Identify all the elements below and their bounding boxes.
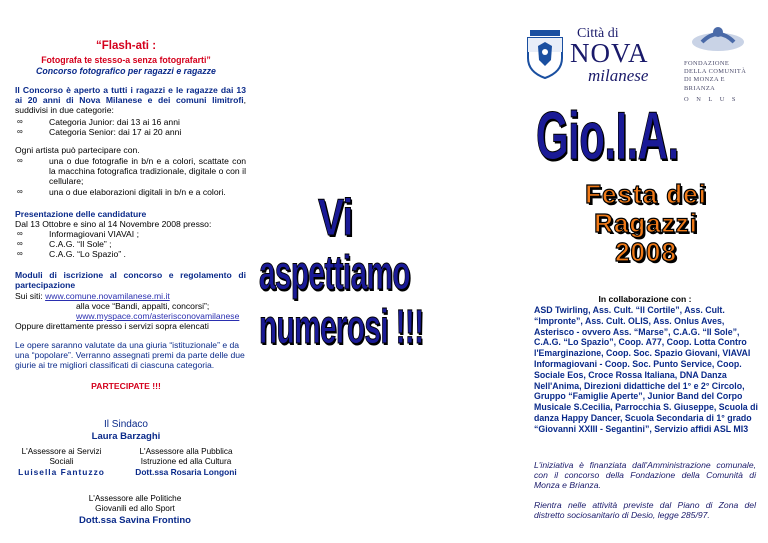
piano-note: Rientra nelle attività previste dal Piano di Zona del distretto sociosanitario di Desio, legge 285/97. (534, 500, 756, 521)
intro-paragraph (15, 85, 246, 116)
list-item: ∞ una o due fotografie in b/n e a colori, scattate con la macchina fotografica tradizionale, digitale o con il cellulare; (17, 156, 246, 187)
fondazione-text (684, 60, 754, 104)
list-item: ∞ C.A.G. “Lo Spazio” . (17, 249, 126, 260)
festa-line-2: Ragazzi (594, 208, 698, 238)
intro-bold: Il Concorso è aperto a tutti i ragazzi e le ragazze dai 13 ai 20 anni di Nova Milanese e dei comuni limitrofi (15, 85, 246, 106)
assessore-istruzione-label: L'Assessore alla Pubblica Istruzione ed alla Cultura (139, 447, 233, 466)
assessore-servizi-name: Luisella Fantuzzo (18, 467, 105, 477)
infinity-bullet-icon: ∞ (17, 127, 23, 137)
assessore-giovani-label: L'Assessore alle Politiche Giovanili ed allo Sport (88, 494, 182, 513)
assessore-istruzione-name: Dott.ssa Rosaria Longoni (135, 467, 237, 477)
infinity-bullet-icon: ∞ (17, 249, 23, 259)
fondazione-line-1: FONDAZIONE (684, 60, 730, 67)
ogni-label: Ogni artista può partecipare con. (15, 145, 140, 155)
sites-line (15, 291, 250, 301)
headline-aspettiamo: aspettiamo (259, 247, 410, 300)
list-item: ∞ Informagiovani VIAVAI ; (17, 229, 139, 239)
fondazione-line-4: O N L U S (684, 95, 739, 103)
city-nova: NOVA (570, 38, 649, 68)
festa-line-3: 2008 (615, 237, 677, 267)
headline-vi: Vi (318, 189, 353, 247)
contest-subtitle-2: Concorso fotografico per ragazzi e ragazze (36, 66, 216, 76)
jury-text: Le opere saranno valutate da una giuria “istituzionale” e da una “popolare”. Verranno assegnati premi da parte delle due giurie ai tre migliori classificati di ciascuna categoria. (15, 340, 245, 371)
contest-title: “Flash-ati : (95, 40, 157, 52)
partecipate-text: PARTECIPATE !!! (91, 381, 161, 391)
fondazione-line-2: DELLA COMUNITÀ (684, 68, 747, 76)
assessore-giovani-name: Dott.ssa Savina Frontino (79, 515, 191, 526)
list-item: ∞ Categoria Senior: dai 17 ai 20 anni (17, 127, 182, 138)
places-list (15, 229, 246, 260)
headline-numerosi: numerosi !!! (259, 301, 424, 354)
fondazione-line-3: DI MONZA E BRIANZA (684, 76, 725, 92)
site-link-myspace-wrap (76, 311, 251, 321)
festa-line-1: Festa dei (585, 179, 707, 209)
gioia-title: Gio.I.A. (536, 98, 679, 174)
infinity-bullet-icon: ∞ (17, 156, 23, 165)
city-milanese: milanese (588, 66, 649, 85)
infinity-bullet-icon: ∞ (17, 117, 23, 126)
list-item: ∞ una o due elaborazioni digitali in b/n e a colori. (17, 186, 226, 197)
moduli-title: Moduli di iscrizione al concorso e regolamento di partecipazione (15, 270, 246, 291)
nova-coat-of-arms-logo (524, 28, 566, 80)
finance-note: L'iniziativa è finanziata dall'Amministrazione comunale, con il concorso della Fondazione della Comunità di Monza e Brianza. (534, 460, 756, 491)
infinity-bullet-icon: ∞ (17, 239, 23, 249)
site-link-myspace[interactable]: www.myspace.com/asterisconovamilanese (76, 311, 240, 321)
sindaco-label: Il Sindaco (104, 419, 148, 430)
fondazione-logo-icon (688, 22, 748, 58)
infinity-bullet-icon: ∞ (17, 229, 23, 238)
site-note: alla voce “Bandi, appalti, concorsi”; (76, 301, 210, 311)
intro-rest: , suddivisi in due categorie: (15, 95, 246, 116)
presentation-title: Presentazione delle candidature (15, 209, 147, 219)
list-item: ∞ C.A.G. “Il Sole” ; (17, 239, 112, 250)
city-label: Città di (577, 26, 619, 41)
collab-text: ASD Twirling, Ass. Cult. “Il Cortile”, Ass. Cult. “Impronte”, Ass. Cult. OLIS, Ass. Onlus Aves, Asterisco - ovvero Ass. “Marse”, C.A.G. “Il Sole”, C.A.G. “Lo Spazio”, Coop. A77, Coop. Lotta Contro l'Emarginazione, Coop. Soc. Spazio Giovani, VIAVAI Informagiovani - Coop. Soc. Punto Service, Coop. Sociale Eos, Croce Rossa Italiana, DNA Danza Nell'Anima, Direzioni didattiche del 1° e 2° Circolo, Gruppo “Famiglie Aperte”, Junior Band del Corpo Musicale S.Cecilia, Parrocchia S. Giuseppe, Scuola di danza Happy Dancer, Scuola Secondaria di 1° grado “Giovanni XXIII - Segantini”, Servizio affidi ASL MI3 (534, 305, 758, 434)
presentation-text: Dal 13 Ottobre e sino al 14 Novembre 2008 presso: (15, 219, 212, 229)
assessore-servizi-label: L'Assessore ai Servizi Sociali (21, 447, 102, 466)
options-list (15, 156, 246, 197)
sites-label: Sui siti: (15, 291, 46, 301)
sindaco-name: Laura Barzaghi (91, 431, 161, 442)
infinity-bullet-icon: ∞ (17, 186, 23, 196)
oppure-text: Oppure direttamente presso i servizi sopra elencati (15, 321, 209, 331)
category-list (15, 117, 246, 137)
collab-title: In collaborazione con : (598, 294, 692, 304)
list-item: ∞ Categoria Junior: dai 13 ai 16 anni (17, 117, 180, 127)
site-link-comune[interactable]: www.comune.novamilanese.mi.it (45, 291, 170, 301)
contest-subtitle: Fotografa te stesso-a senza fotografarti” (41, 55, 211, 65)
